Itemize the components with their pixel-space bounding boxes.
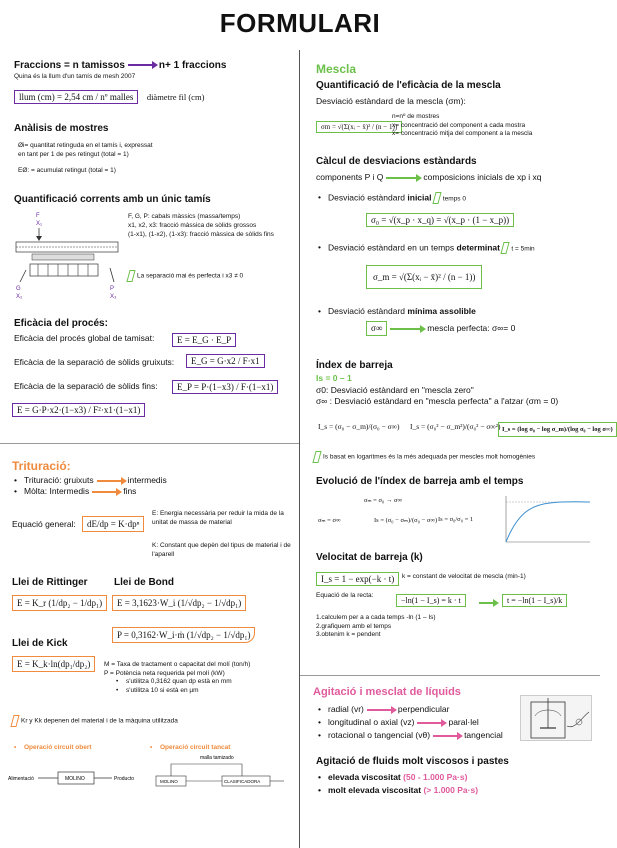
label-x2: X₂ — [16, 294, 23, 300]
highlight-icon — [312, 451, 321, 463]
label-producto: Producto — [114, 776, 135, 782]
section-divider — [300, 675, 600, 676]
evolucio-b: σₘ = σ∞ — [318, 517, 341, 524]
highlight-icon — [126, 270, 135, 282]
kick-heading: Llei de Kick — [12, 638, 68, 649]
highlight-icon — [432, 192, 441, 204]
velocitat-step1: 1.calculem per a a cada temps -ln (1 – Is) — [316, 614, 436, 621]
components-line: components P i Q composicions inicials de xp i xq — [316, 172, 542, 182]
circuit-tancat-diagram — [152, 752, 292, 794]
inicial-formula: σ₀ = √(x_p · x_q) = √(x_p · (1 − x_p)) — [366, 213, 514, 227]
index-l1: σ0: Desviació estàndard en "mescla zero" — [316, 385, 474, 395]
kr-note: Kr y Kk depenen del material i de la màquina utilitzada — [12, 715, 178, 727]
eficacia-heading: Eficàcia del procés: — [14, 318, 108, 329]
fraccions-heading: Fraccions = n tamissos n+ 1 fraccions — [14, 60, 227, 71]
arrow-icon — [433, 735, 461, 737]
analisis-line3: EØ: = acumulat retingut (total = 1) — [18, 167, 116, 174]
section-divider — [0, 443, 299, 444]
label-molino: MOLINO — [65, 776, 85, 782]
viscosos-heading: Agitació de fluids molt viscosos i pastes — [316, 756, 509, 767]
quant-heading: Quantificació corrents amb un únic tamís — [14, 194, 211, 205]
evolucio-a: σₘ = σ₀ → σ∞ — [364, 497, 403, 504]
highlight-icon — [10, 715, 19, 727]
trituracio-list — [14, 475, 167, 497]
eq-general-formula: dE/dp = K·dpⁿ — [82, 516, 144, 532]
label-f: F — [36, 213, 40, 219]
sieve-diagram — [12, 208, 122, 300]
quant-note: La separació mai és perfecta i x3 ≠ 0 — [128, 270, 243, 282]
label-clasificadora: CLASIFICADORA — [224, 779, 261, 784]
arrow-icon — [92, 491, 120, 493]
agitacio-item-radial: • radial (vr) perpendicular — [318, 704, 503, 715]
k-desc: K: Constant que depèn del tipus de material i de l'aparell — [152, 542, 291, 558]
eficacia-formula4: E = G·P·x2·(1−x3) / F²·x1·(1−x1) — [12, 403, 145, 417]
agitacio-item-tangencial: • rotacional o tangencial (vθ) tangencial — [318, 730, 503, 741]
velocitat-f3: t = −ln(1 − I_s)/k — [502, 594, 567, 607]
velocitat-f2: −ln(1 − I_s) = k · t — [396, 594, 466, 607]
rittinger-formula: E = K_r (1/dp₂ − 1/dp₁) — [12, 595, 107, 611]
determinat-formula: σ_m = √(Σ(xᵢ − x̄)² / (n − 1)) — [366, 265, 482, 289]
page-title: FORMULARI — [219, 8, 381, 38]
highlight-icon — [501, 242, 510, 254]
minima-line: σ∞ mescla perfecta: σ∞= 0 — [366, 321, 515, 336]
label-x3: X₃ — [110, 294, 117, 300]
quant-eficacia-heading: Quantificació de l'eficàcia de la mescla — [316, 80, 501, 91]
quant-desc2: x1, x2, x3: fracció màssica de sòlids grossos — [128, 221, 257, 229]
agitator-diagram — [520, 695, 592, 741]
analisis-heading: Anàlisis de mostres — [14, 123, 109, 134]
n-desc: n=nº de mostres — [392, 113, 440, 120]
agitacio-item-axial: • longitudinal o axial (vz) paral·lel — [318, 717, 503, 728]
eficacia-formula2: E_G = G·x2 / F·x1 — [186, 354, 265, 368]
arrow-icon — [128, 64, 156, 66]
circuit-obert-diagram — [8, 762, 148, 792]
viscosos-list — [318, 772, 478, 796]
e-desc: E: Energia necessària per reduir la mida de la unitat de massa de material — [152, 510, 284, 526]
inicial-item: • Desviació estàndard inicial temps 0 — [318, 192, 466, 204]
label-p: P — [110, 286, 115, 292]
fraccions-formula: llum (cm) = 2,54 cm / nº malles diàmetre fil (cm) — [14, 87, 204, 105]
index-heading: Índex de barreja — [316, 360, 393, 371]
analisis-line1: Øi= quantitat retinguda en el tamís i, expressat — [18, 142, 153, 149]
rittinger-heading: Llei de Rittinger — [12, 577, 88, 588]
eficacia-line3: Eficàcia de la separació de sòlids fins: — [14, 381, 158, 391]
bond-note1: • s'utilitza 0,3162 quan dp està en mm — [116, 678, 298, 687]
sigma-formula: σm = √(Σ(xᵢ − x̄)² / (n − 1)) — [316, 121, 402, 133]
mescla-heading: Mescla — [316, 62, 357, 76]
agitacio-list — [318, 704, 503, 741]
trituracio-item1: • Trituració: gruixuts intermedis — [14, 475, 167, 486]
arrow-icon — [367, 709, 395, 711]
minima-formula: σ∞ — [366, 321, 387, 336]
velocitat-f1: I_s = 1 − exp(−k · t) — [316, 572, 399, 586]
viscosos-item2: • molt elevada viscositat (> 1.000 Pa·s) — [318, 785, 478, 796]
desv-label: Desviació estàndard de la mescla (σm): — [316, 96, 466, 106]
index-range: Is = 0 – 1 — [316, 373, 352, 383]
kick-formula: E = K_k·ln(dp₁/dp₂) — [12, 656, 95, 672]
column-divider — [299, 50, 300, 848]
arrow-icon — [479, 602, 497, 604]
evolucio-heading: Evolució de l'índex de barreja amb el temps — [316, 476, 524, 487]
xbar-desc: x̄= concentració mitja del component a la mescla — [392, 130, 533, 137]
index-f1: I_s = (σ₀ − σ_m)/(σ₀ − σ∞) — [318, 422, 400, 431]
analisis-line2: en tant per 1 de pes retingut (total = 1) — [18, 151, 129, 158]
x-desc: x= concentració del component a cada mostra — [392, 121, 526, 129]
velocitat-heading: Velocitat de barreja (k) — [316, 552, 423, 563]
eficacia-line2: Eficàcia de la separació de sòlids gruixuts: — [14, 357, 175, 367]
index-l2: σ∞ : Desviació estàndard en "mescla perfecta" a l'atzar (σm = 0) — [316, 396, 559, 406]
trituracio-heading: Trituració: — [12, 459, 71, 473]
eficacia-formula3: E_P = P·(1−x3) / F·(1−x1) — [172, 380, 278, 394]
label-molino-2: MOLINO — [160, 779, 178, 784]
evolucio-c: Is = (σ₀ − σₘ)/(σ₀ − σ∞) — [374, 517, 438, 524]
tancat-heading: • Operació circuit tancat — [150, 744, 230, 753]
quant-desc1: F, G, P: cabals màssics (massa/temps) — [128, 213, 241, 220]
velocitat-step2: 2.grafiquem amb el temps — [316, 622, 392, 630]
label-g: G — [16, 286, 21, 292]
arrow-icon — [390, 328, 424, 330]
eq-label: Equació general: — [12, 519, 76, 529]
bond-heading: Llei de Bond — [114, 577, 174, 588]
index-note: Is basat en logaritmes és la més adequada per mescles molt homogènies — [314, 451, 535, 463]
label-x1: X₁ — [36, 221, 43, 227]
k-constant-desc: k = constant de velocitat de mescla (min-1) — [402, 573, 526, 580]
quant-desc3: (1-x1), (1-x2), (1-x3): fracció màssica de sòlids fins — [128, 231, 274, 238]
calc-heading: Càlcul de desviacions estàndards — [316, 156, 477, 167]
viscosos-item1: • elevada viscositat (50 - 1.000 Pa·s) — [318, 772, 478, 783]
m-desc: M = Taxa de tractament o capacitat del molí (ton/h) — [104, 661, 251, 668]
index-f3: I_s = (log σ₀ − log σ_m)/(log σ₀ − log σ∞) — [498, 422, 617, 437]
determinat-item: • Desviació estàndard en un temps determinat t = 5min — [318, 242, 535, 254]
bond-notes — [116, 678, 298, 695]
bond-formula2: P = 0,3162·W_i·ṁ (1/√dp₂ − 1/√dp₁) — [112, 627, 255, 643]
recta-label: Equació de la recta: — [316, 592, 374, 599]
agitacio-heading: Agitació i mesclat de líquids — [313, 686, 461, 698]
arrow-icon — [386, 177, 420, 179]
index-curve-plot — [500, 492, 592, 548]
evolucio-d: Is = σ₀/σ₀ = 1 — [438, 516, 474, 523]
velocitat-step3: 3.obtenim k = pendent — [316, 631, 381, 638]
label-malla: malla tamizado — [200, 755, 234, 761]
minima-item: • Desviació estàndard mínima assolible — [318, 306, 476, 317]
fraccions-subtitle: Quina és la llum d'un tamís de mesh 2007 — [14, 73, 136, 80]
bond-note2: • s'utilitza 10 si està en µm — [116, 687, 298, 696]
eficacia-formula1: E = E_G · E_P — [172, 333, 236, 347]
arrow-icon — [97, 480, 125, 482]
eficacia-line1: Eficàcia del procés global de tamisat: — [14, 333, 155, 343]
obert-heading: • Operació circuit obert — [14, 744, 92, 753]
label-alimentacio: Alimentació — [8, 776, 34, 782]
bond-formula1: E = 3,1623·W_i (1/√dp₂ − 1/√dp₁) — [112, 595, 246, 611]
arrow-icon — [417, 722, 445, 724]
p-desc: P = Potència neta requerida pel molí (kW) — [104, 669, 225, 677]
trituracio-item2: • Mòlta: Intermedis fins — [14, 486, 167, 497]
index-f2: I_s = (σ₀² − σ_m²)/(σ₀² − σ∞²) — [410, 422, 501, 431]
